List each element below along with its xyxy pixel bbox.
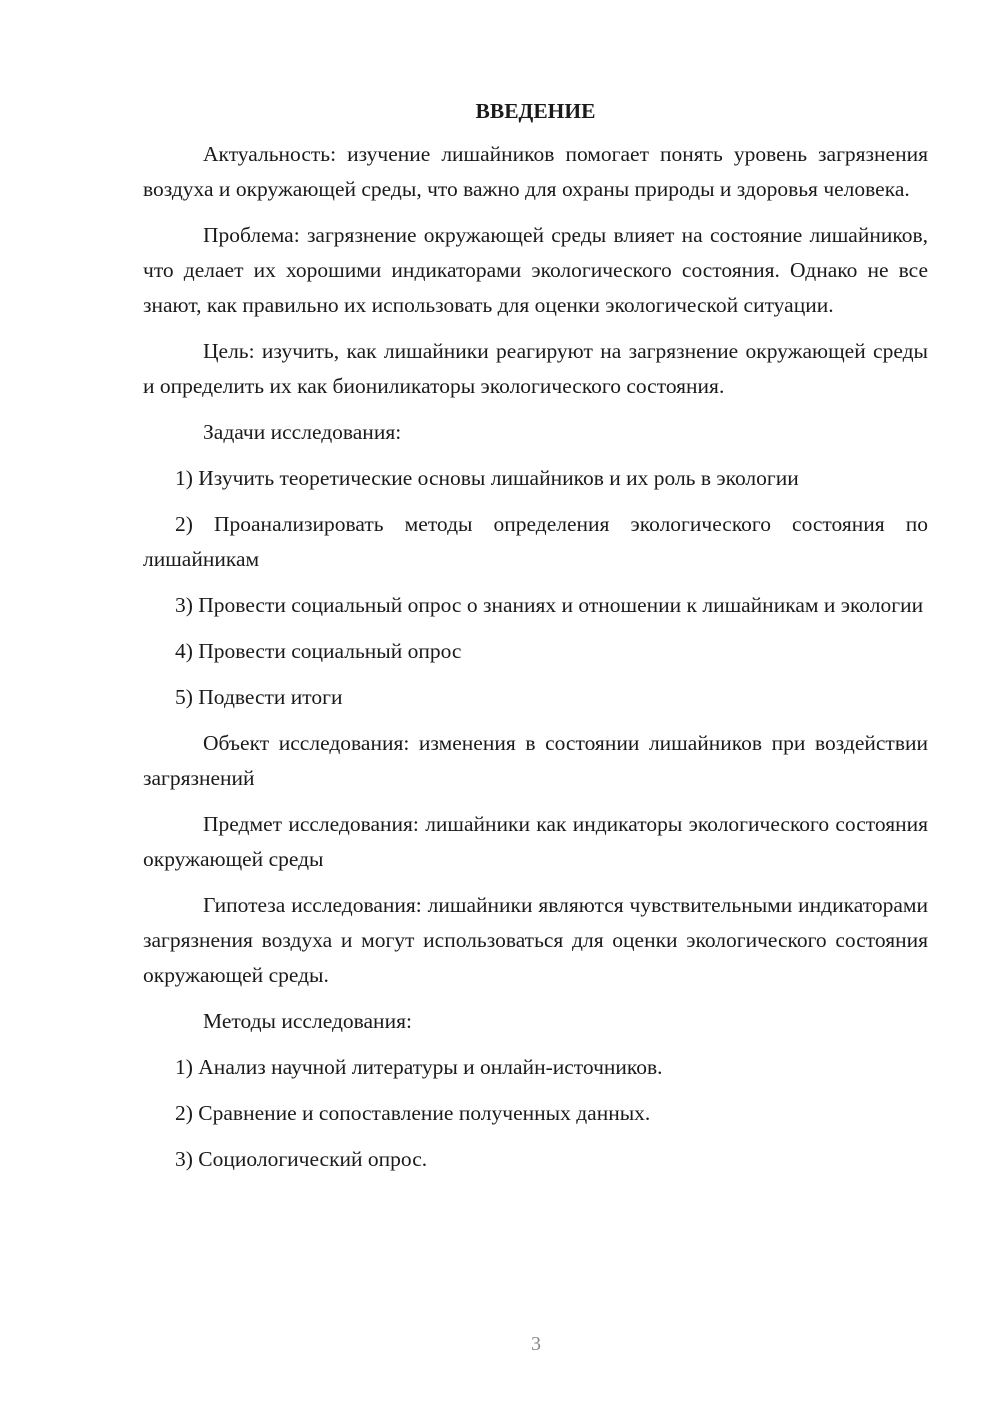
problem-paragraph: Проблема: загрязнение окружающей среды влияет на состояние лишайников, что делает их хорошими индикаторами экологического состояния. Однако не все знают, как правильно их использовать для оценки экологической ситуации. — [143, 223, 928, 317]
page-title: ВВЕДЕНИЕ — [475, 99, 596, 123]
object-paragraph: Объект исследования: изменения в состоянии лишайников при воздействии загрязнений — [143, 731, 928, 790]
hypothesis-paragraph: Гипотеза исследования: лишайники являются чувствительными индикаторами загрязнения воздуха и могут использоваться для оценки экологического состояния окружающей среды. — [143, 893, 928, 987]
relevance-paragraph: Актуальность: изучение лишайников помогает понять уровень загрязнения воздуха и окружающей среды, что важно для охраны природы и здоровья человека. — [143, 142, 928, 201]
tasks-heading: Задачи исследования: — [203, 420, 402, 444]
methods-heading: Методы исследования: — [203, 1009, 412, 1033]
task-item: 5) Подвести итоги — [175, 685, 343, 709]
task-item: 1) Изучить теоретические основы лишайников и их роль в экологии — [175, 466, 799, 490]
method-item: 2) Сравнение и сопоставление полученных данных. — [175, 1101, 651, 1125]
page-number: 3 — [531, 1333, 541, 1355]
task-item: 3) Провести социальный опрос о знаниях и отношении к лишайникам и экологии — [175, 593, 924, 617]
subject-paragraph: Предмет исследования: лишайники как индикаторы экологического состояния окружающей среды — [143, 812, 928, 871]
method-item: 3) Социологический опрос. — [175, 1147, 428, 1171]
page-content — [143, 96, 928, 1188]
task-item: 4) Провести социальный опрос — [175, 639, 462, 663]
goal-paragraph: Цель: изучить, как лишайники реагируют на загрязнение окружающей среды и определить их как биониликаторы экологического состояния. — [143, 339, 928, 398]
method-item: 1) Анализ научной литературы и онлайн-источников. — [175, 1055, 663, 1079]
task-item: 2) Проанализировать методы определения экологического состояния по лишайникам — [143, 512, 928, 571]
